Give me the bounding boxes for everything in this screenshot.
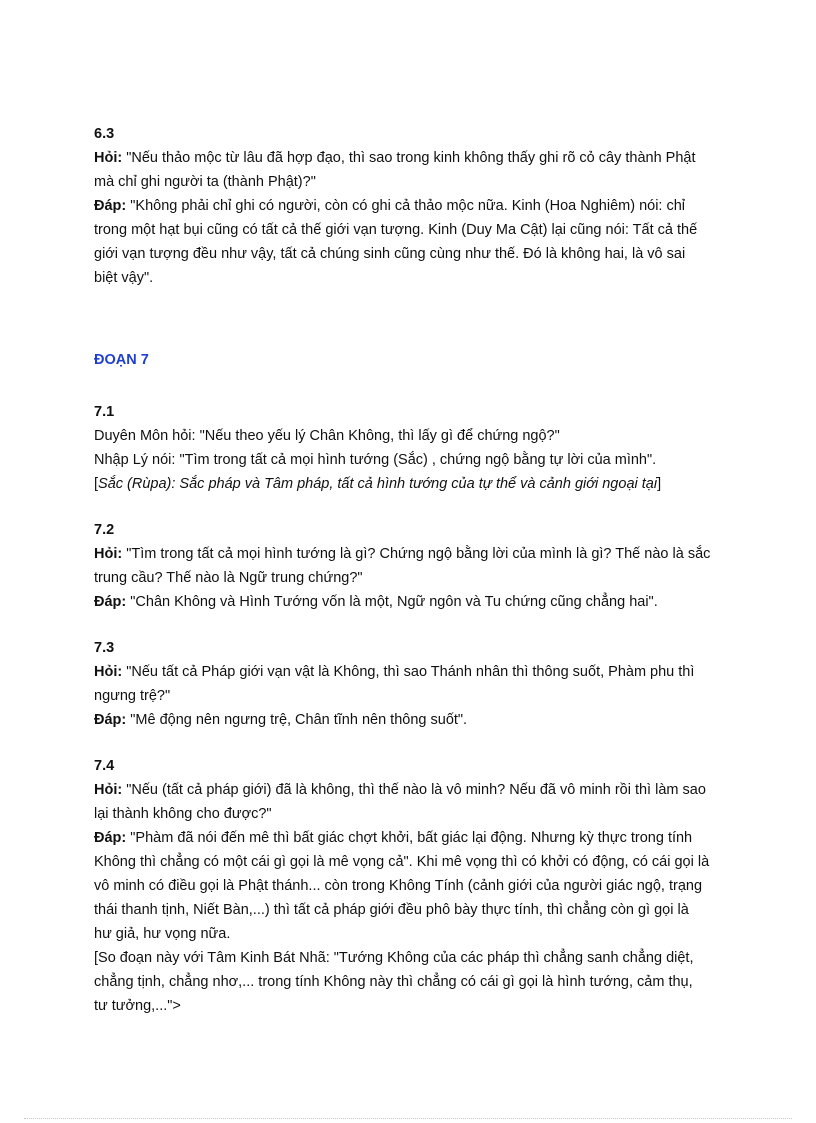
answer-text: "Chân Không và Hình Tướng vốn là một, Ngữ ngôn và Tu chứng cũng chẳng hai". [126,594,658,610]
question-line [94,660,734,684]
question-label: Hỏi: [94,782,123,798]
dialogue-line: Nhập Lý nói: "Tìm trong tất cả mọi hình tướng (Sắc) , chứng ngộ bằng tự lời của mình". [94,452,657,468]
answer-line: hư giả, hư vọng nữa. [94,926,231,942]
answer-line: thái thanh tịnh, Niết Bàn,...) thì tất cả pháp giới đều phô bày thực tính, thì chẳng còn gì gọi là [94,902,689,918]
answer-line [94,194,734,218]
question-line: lại thành không cho được?" [94,806,272,822]
answer-line [94,708,734,732]
question-line: ngưng trệ?" [94,688,171,704]
section-number: 6.3 [94,126,115,142]
question-label: Hỏi: [94,546,123,562]
dialogue-line: Duyên Môn hỏi: "Nếu theo yếu lý Chân Không, thì lấy gì để chứng ngộ?" [94,428,560,444]
answer-label: Đáp: [94,198,127,214]
question-line [94,146,734,170]
bracket-close: ] [657,476,662,492]
section-number: 7.2 [94,522,115,538]
note-line [94,472,734,496]
note-line: [So đoạn này với Tâm Kinh Bát Nhã: "Tướng Không của các pháp thì chẳng sanh chẳng diệt, [94,950,694,966]
question-label: Hỏi: [94,664,123,680]
answer-label: Đáp: [94,830,127,846]
note-text: Sắc (Rùpa): Sắc pháp và Tâm pháp, tất cả hình tướng của tự thể và cảnh giới ngoại tại [98,476,658,492]
section-number: 7.3 [94,640,115,656]
answer-line [94,590,734,614]
section-heading: ĐOẠN 7 [94,352,149,368]
question-label: Hỏi: [94,150,123,166]
question-text: "Nếu thảo mộc từ lâu đã hợp đạo, thì sao trong kinh không thấy ghi rõ cỏ cây thành Phật [122,150,696,166]
question-text: "Nếu (tất cả pháp giới) đã là không, thì thế nào là vô minh? Nếu đã vô minh rồi thì làm sao [122,782,706,798]
answer-text: "Phàm đã nói đến mê thì bất giác chợt khởi, bất giác lại động. Nhưng kỳ thực trong tính [126,830,693,846]
answer-label: Đáp: [94,712,127,728]
document-page [94,122,734,1018]
section-number: 7.1 [94,404,115,420]
section-number: 7.4 [94,758,115,774]
answer-line [94,826,734,850]
question-line [94,542,734,566]
question-line: mà chỉ ghi người ta (thành Phật)?" [94,174,316,190]
answer-label: Đáp: [94,594,127,610]
answer-line: Không thì chẳng có một cái gì gọi là mê vọng cả". Khi mê vọng thì có khởi có động, có cái gọi là [94,854,710,870]
answer-text: "Mê động nên ngưng trệ, Chân tĩnh nên thông suốt". [126,712,468,728]
answer-text: "Không phải chỉ ghi có người, còn có ghi cả thảo mộc nữa. Kinh (Hoa Nghiêm) nói: chỉ [126,198,686,214]
question-text: "Tìm trong tất cả mọi hình tướng là gì? Chứng ngộ bằng lời của mình là gì? Thế nào là sắc [122,546,711,562]
question-line [94,778,734,802]
note-line: tư tưởng,..."> [94,998,181,1014]
question-line: trung cầu? Thế nào là Ngữ trung chứng?" [94,570,363,586]
answer-line: biệt vậy". [94,270,154,286]
bracket-open: [ [94,476,99,492]
page-bottom-divider [24,1118,792,1119]
question-text: "Nếu tất cả Pháp giới vạn vật là Không, thì sao Thánh nhân thì thông suốt, Phàm phu thì [122,664,695,680]
answer-line: trong một hạt bụi cũng có tất cả thế giới vạn tượng. Kinh (Duy Ma Cật) lại cũng nói: Tất cả thế [94,222,698,238]
note-line: chẳng tịnh, chẳng nhơ,... trong tính Không này thì chẳng có cái gì gọi là hình tướng, cảm thụ, [94,974,693,990]
answer-line: vô minh có điều gọi là Phật thánh... còn trong Không Tính (cảnh giới của người giác ngộ, trạng [94,878,703,894]
answer-line: giới vạn tượng đều như vậy, tất cả chúng sinh cũng cùng như thế. Đó là không hai, là vô sai [94,246,686,262]
